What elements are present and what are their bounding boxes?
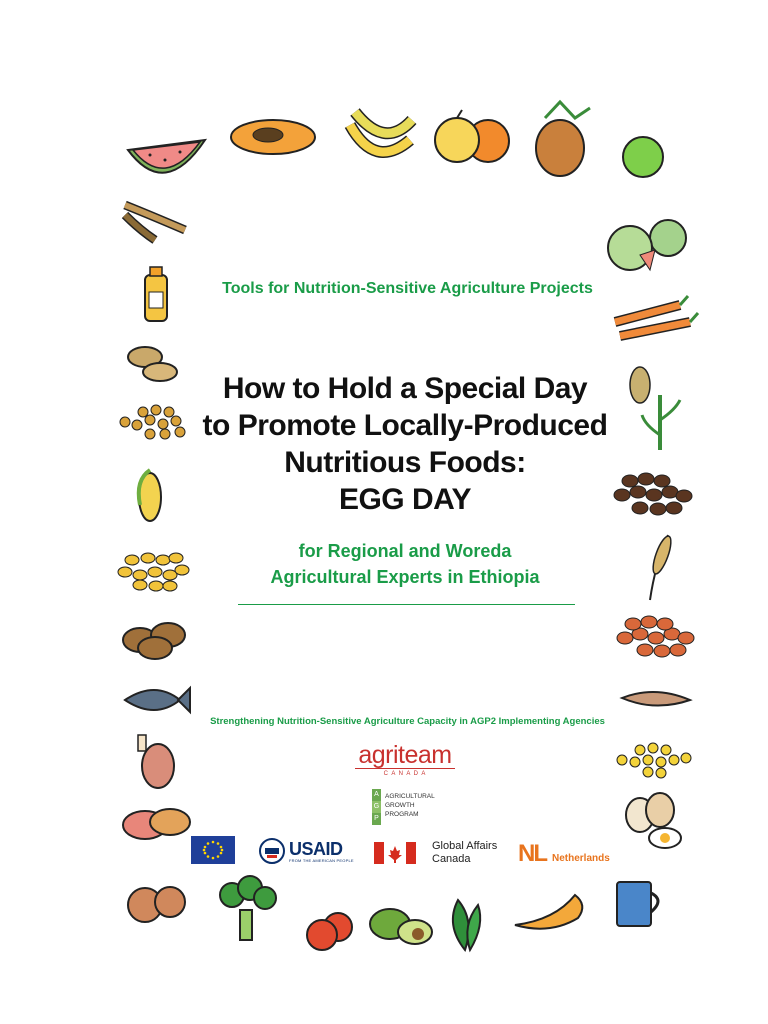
document-subtitle bbox=[220, 538, 590, 590]
canada-text bbox=[432, 840, 497, 866]
agp-logo bbox=[372, 789, 452, 825]
onion-icon bbox=[128, 887, 185, 922]
agriteam-subtitle: C A N A D A bbox=[383, 771, 427, 777]
orange-icon bbox=[435, 110, 509, 162]
potato-icon bbox=[123, 623, 185, 659]
cassava-icon bbox=[622, 692, 690, 706]
maize-kernel-pile-icon bbox=[617, 743, 691, 778]
nl-mark: NL bbox=[518, 840, 546, 867]
usaid-text bbox=[289, 840, 354, 863]
title-line-3: Nutritious Foods: bbox=[284, 446, 526, 479]
agp-letter-column bbox=[372, 789, 381, 825]
agp-line-3: PROGRAM bbox=[385, 811, 419, 818]
avocado-icon bbox=[370, 909, 432, 944]
sorghum-icon bbox=[630, 367, 680, 450]
agriteam-logo bbox=[355, 742, 455, 778]
broccoli-icon bbox=[220, 876, 276, 940]
grain-pile-icon bbox=[118, 553, 189, 591]
project-statement: Strengthening Nutrition-Sensitive Agriculture Capacity in AGP2 Implementing Agencies bbox=[210, 716, 605, 727]
usaid-wordmark: USAID bbox=[289, 838, 343, 859]
pod-icon bbox=[125, 205, 185, 240]
canada-line-2: Canada bbox=[432, 853, 471, 865]
usaid-logo bbox=[258, 836, 354, 866]
papaya-icon bbox=[231, 120, 315, 154]
cup-icon bbox=[617, 882, 658, 926]
usaid-tagline: FROM THE AMERICAN PEOPLE bbox=[289, 857, 354, 863]
wheat-icon bbox=[650, 534, 675, 600]
title-line-2: to Promote Locally-Produced bbox=[202, 409, 608, 442]
red-bean-pile-icon bbox=[617, 616, 694, 657]
title-line-1: How to Hold a Special Day bbox=[222, 372, 588, 405]
title-line-4: EGG DAY bbox=[338, 483, 472, 516]
usaid-seal-icon bbox=[258, 837, 286, 865]
canada-line-1: Global Affairs bbox=[432, 840, 498, 852]
agp-line-1: AGRICULTURAL bbox=[385, 793, 435, 800]
coffee-bean-pile-icon bbox=[614, 473, 692, 515]
agp-text bbox=[385, 789, 435, 825]
subtitle-line-2: Agricultural Experts in Ethiopia bbox=[270, 567, 540, 587]
guava-icon bbox=[623, 137, 663, 177]
tomato-icon bbox=[307, 913, 352, 950]
nl-text: Netherlands bbox=[552, 853, 610, 864]
squash-icon bbox=[515, 895, 582, 929]
banana-icon bbox=[350, 112, 412, 152]
watermelon-icon bbox=[128, 140, 205, 173]
egg-icon bbox=[626, 793, 681, 848]
meat-icon bbox=[138, 735, 174, 788]
pineapple-icon bbox=[536, 102, 590, 176]
agriteam-wordmark: agriteam bbox=[355, 742, 455, 769]
divider bbox=[238, 604, 575, 605]
series-label: Tools for Nutrition-Sensitive Agriculture Projects bbox=[222, 280, 593, 297]
agp-line-2: GROWTH bbox=[385, 802, 415, 809]
peanut-icon bbox=[128, 347, 177, 381]
subtitle-line-1: for Regional and Woreda bbox=[298, 541, 512, 561]
document-title bbox=[190, 370, 620, 518]
agp-letter-p: P bbox=[372, 813, 381, 825]
chickpea-pile-icon bbox=[120, 405, 185, 439]
fish-icon bbox=[125, 688, 190, 712]
agp-letter-g: G bbox=[372, 801, 381, 813]
spinach-icon bbox=[453, 900, 480, 950]
pumpkin-icon bbox=[608, 220, 686, 270]
eu-flag-icon bbox=[191, 836, 235, 864]
carrot-icon bbox=[615, 296, 698, 336]
netherlands-logo bbox=[518, 838, 626, 866]
eu-stars-icon bbox=[191, 836, 235, 864]
canada-flag-icon bbox=[374, 842, 416, 864]
agp-letter-a: A bbox=[372, 789, 381, 801]
global-affairs-canada-logo bbox=[374, 838, 502, 868]
oil-bottle-icon bbox=[145, 267, 167, 321]
corn-icon bbox=[139, 470, 161, 521]
sweet-potato-icon bbox=[123, 809, 190, 839]
